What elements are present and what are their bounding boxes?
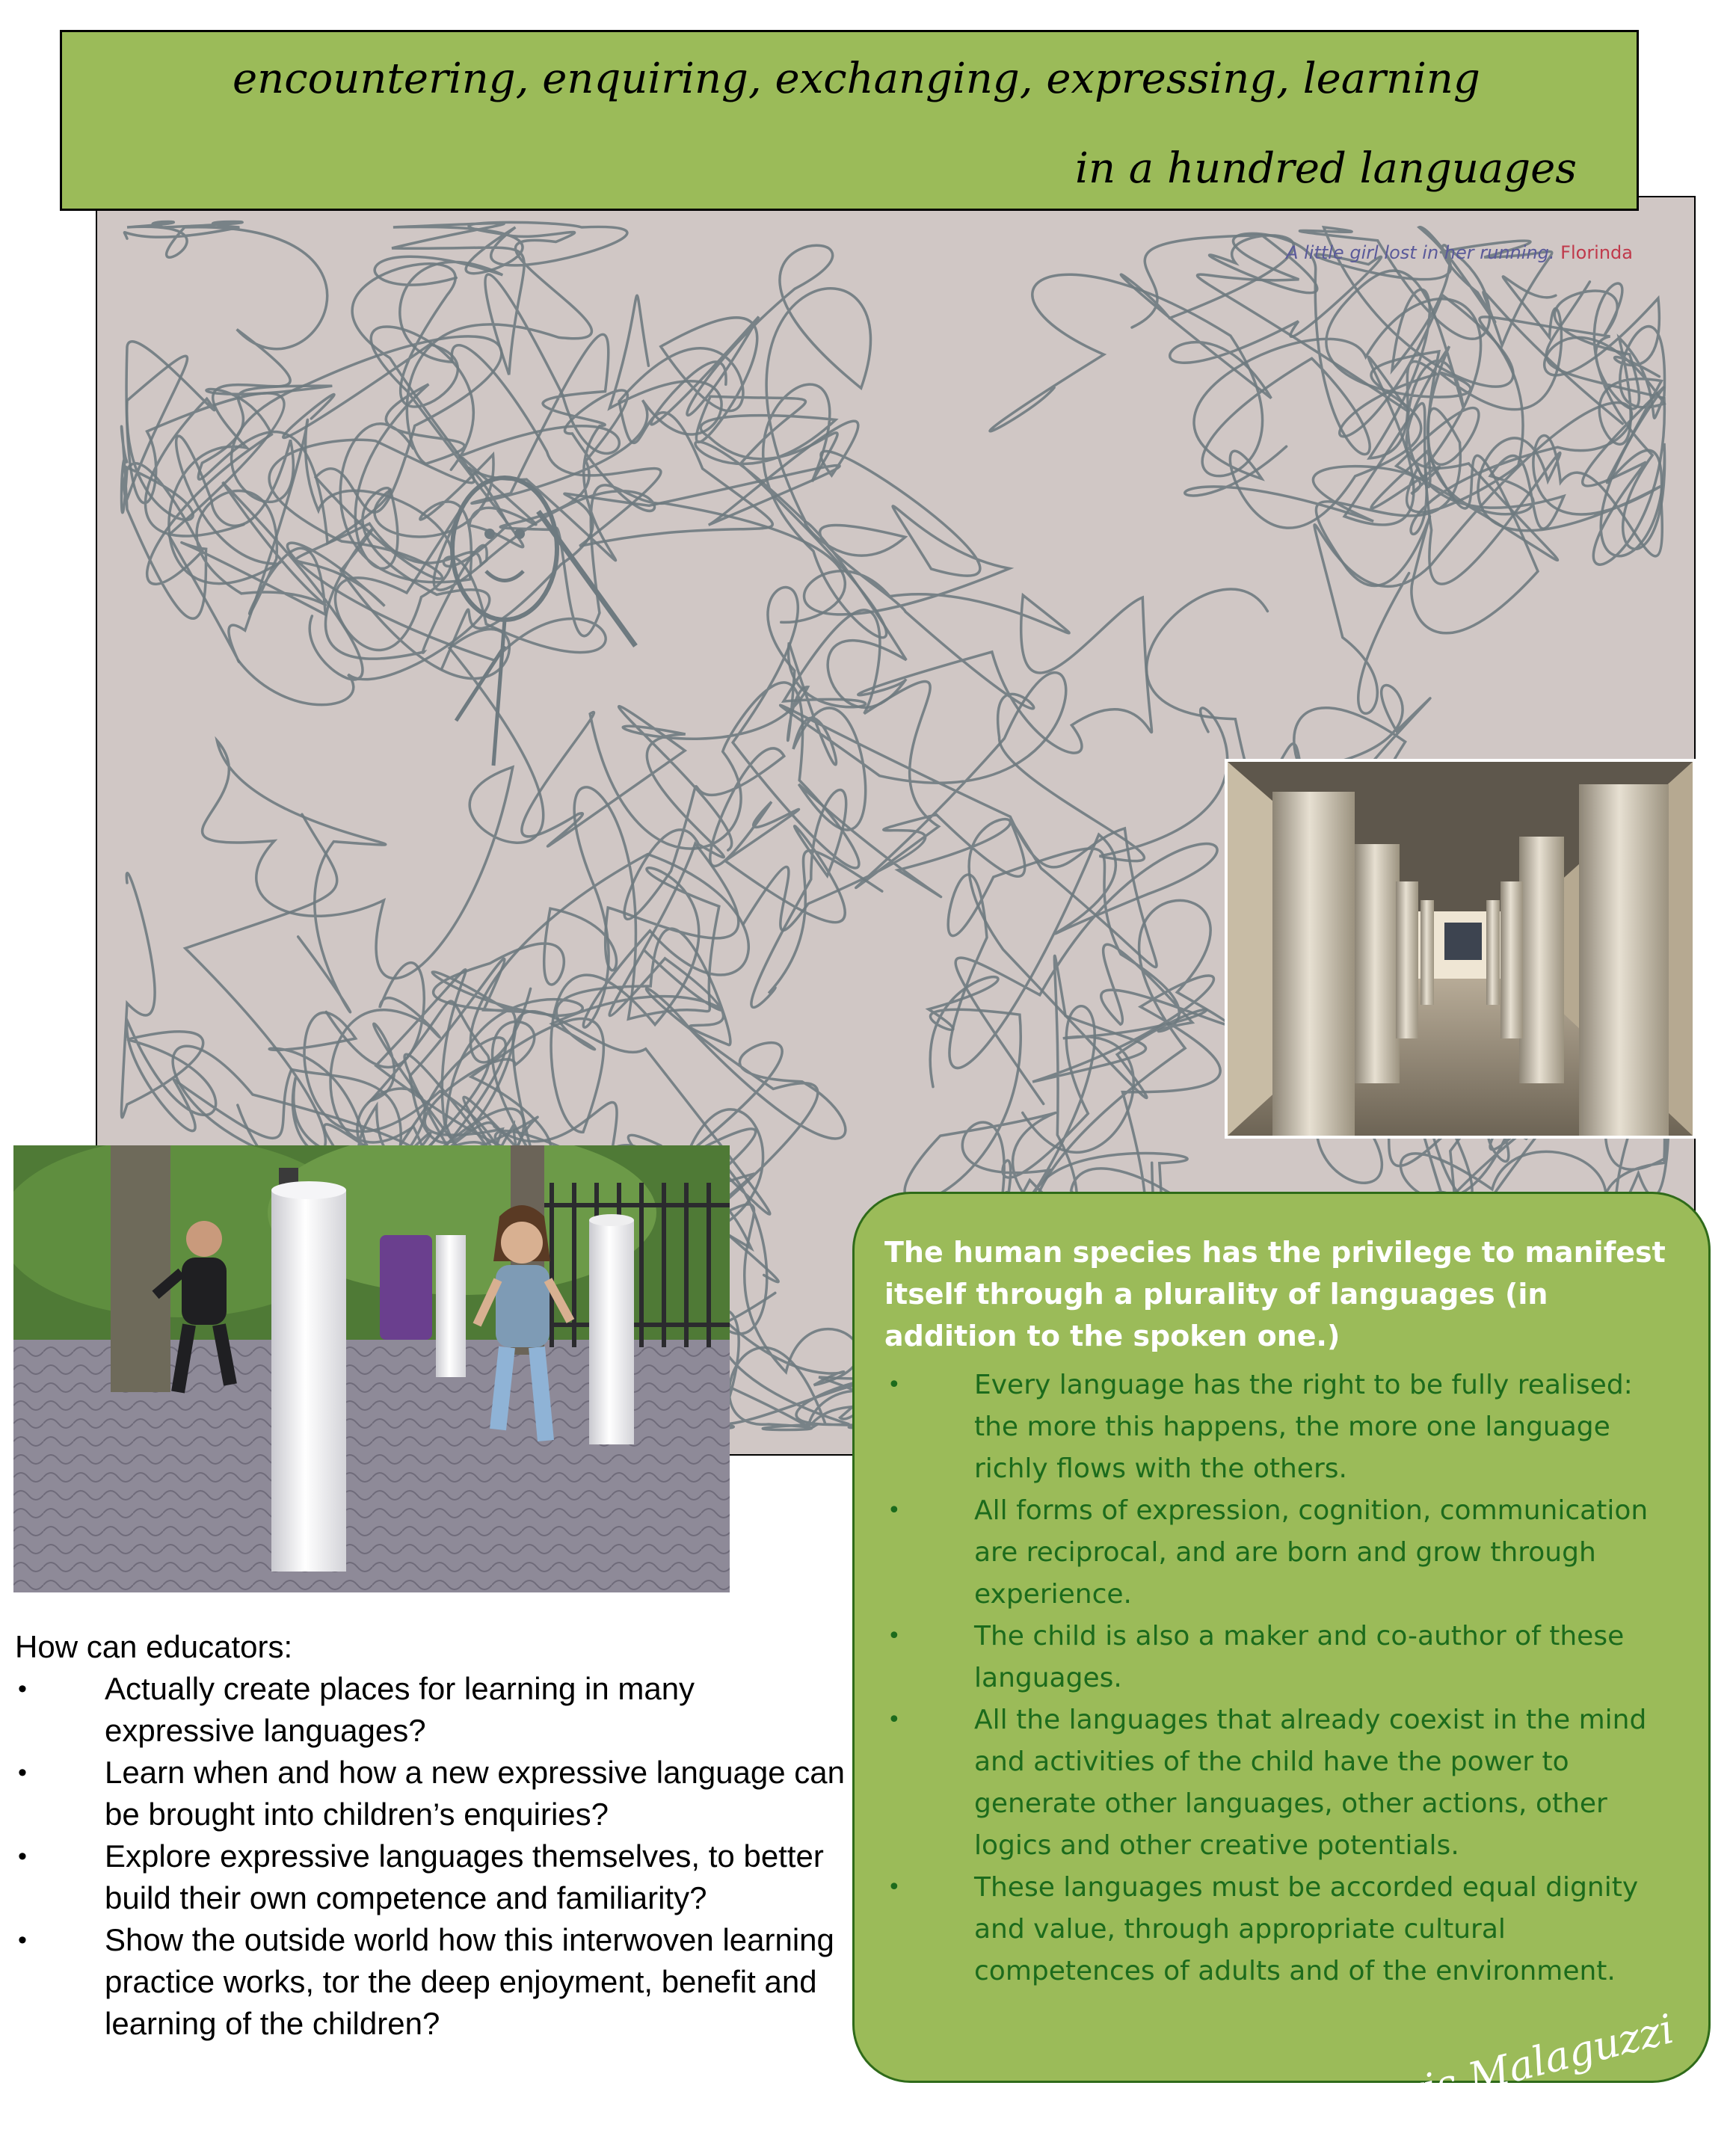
quote-principles-list — [884, 1364, 1684, 1992]
educators-question-item: • Actually create places for learning in many expressive languages? — [15, 1668, 852, 1752]
scribble-stroke — [340, 222, 627, 582]
quote-principle-item: • Every language has the right to be fully realised: the more this happens, the more one language richly flows with the others. — [884, 1364, 1684, 1490]
scribble-stroke — [287, 295, 845, 660]
scribble-stroke — [122, 356, 490, 704]
quote-principle-item: • All forms of expression, cognition, communication are reciprocal, and are born and grow through experience. — [884, 1490, 1684, 1616]
children-running-photo — [13, 1145, 730, 1592]
quote-principle-item: • The child is also a maker and co-author of these languages. — [884, 1616, 1684, 1699]
scribble-stroke — [124, 222, 501, 584]
drawing-caption — [1286, 242, 1633, 263]
quote-principle-item: • These languages must be accorded equal dignity and value, through appropriate cultural competences of adults and of the environment. — [884, 1867, 1684, 1992]
quote-principle-item: • All the languages that already coexist in the mind and activities of the child have the power to generate other languages, other actions, other logics and other creative potentials. — [884, 1699, 1684, 1867]
hall-columns-illustration — [1228, 762, 1693, 1136]
scribble-figure — [452, 478, 635, 766]
quote-heading: The human species has the privilege to manifest itself through a plurality of languages (in addition to the spoken one.) — [884, 1236, 1666, 1352]
educators-questions — [15, 1626, 852, 2045]
educators-intro: How can educators: — [15, 1629, 293, 1664]
children-running-illustration — [13, 1145, 730, 1592]
scribble-stroke — [990, 233, 1664, 584]
educators-question-item: • Explore expressive languages themselves, to better build their own competence and familiarity? — [15, 1835, 852, 1919]
signature: Loris Malaguzzi — [1349, 2004, 1678, 2130]
educators-question-item: • Show the outside world how this interwoven learning practice works, tor the deep enjoyment, benefit and learning of the children? — [15, 1919, 852, 2045]
drawing-caption-text: A little girl lost in her running. — [1286, 242, 1555, 263]
hall-columns-photo — [1225, 759, 1696, 1139]
scribble-stroke — [442, 421, 1228, 861]
educators-question-list — [15, 1668, 852, 2045]
educators-question-item: • Learn when and how a new expressive language can be brought into children’s enquiries? — [15, 1752, 852, 1835]
malaguzzi-quote-box — [852, 1192, 1711, 2130]
title-line-1: encountering, enquiring, exchanging, expressing, learning — [233, 55, 1480, 103]
title-banner — [60, 30, 1639, 211]
drawing-caption-author: Florinda — [1560, 242, 1633, 263]
title-line-2: in a hundred languages — [1075, 144, 1577, 193]
